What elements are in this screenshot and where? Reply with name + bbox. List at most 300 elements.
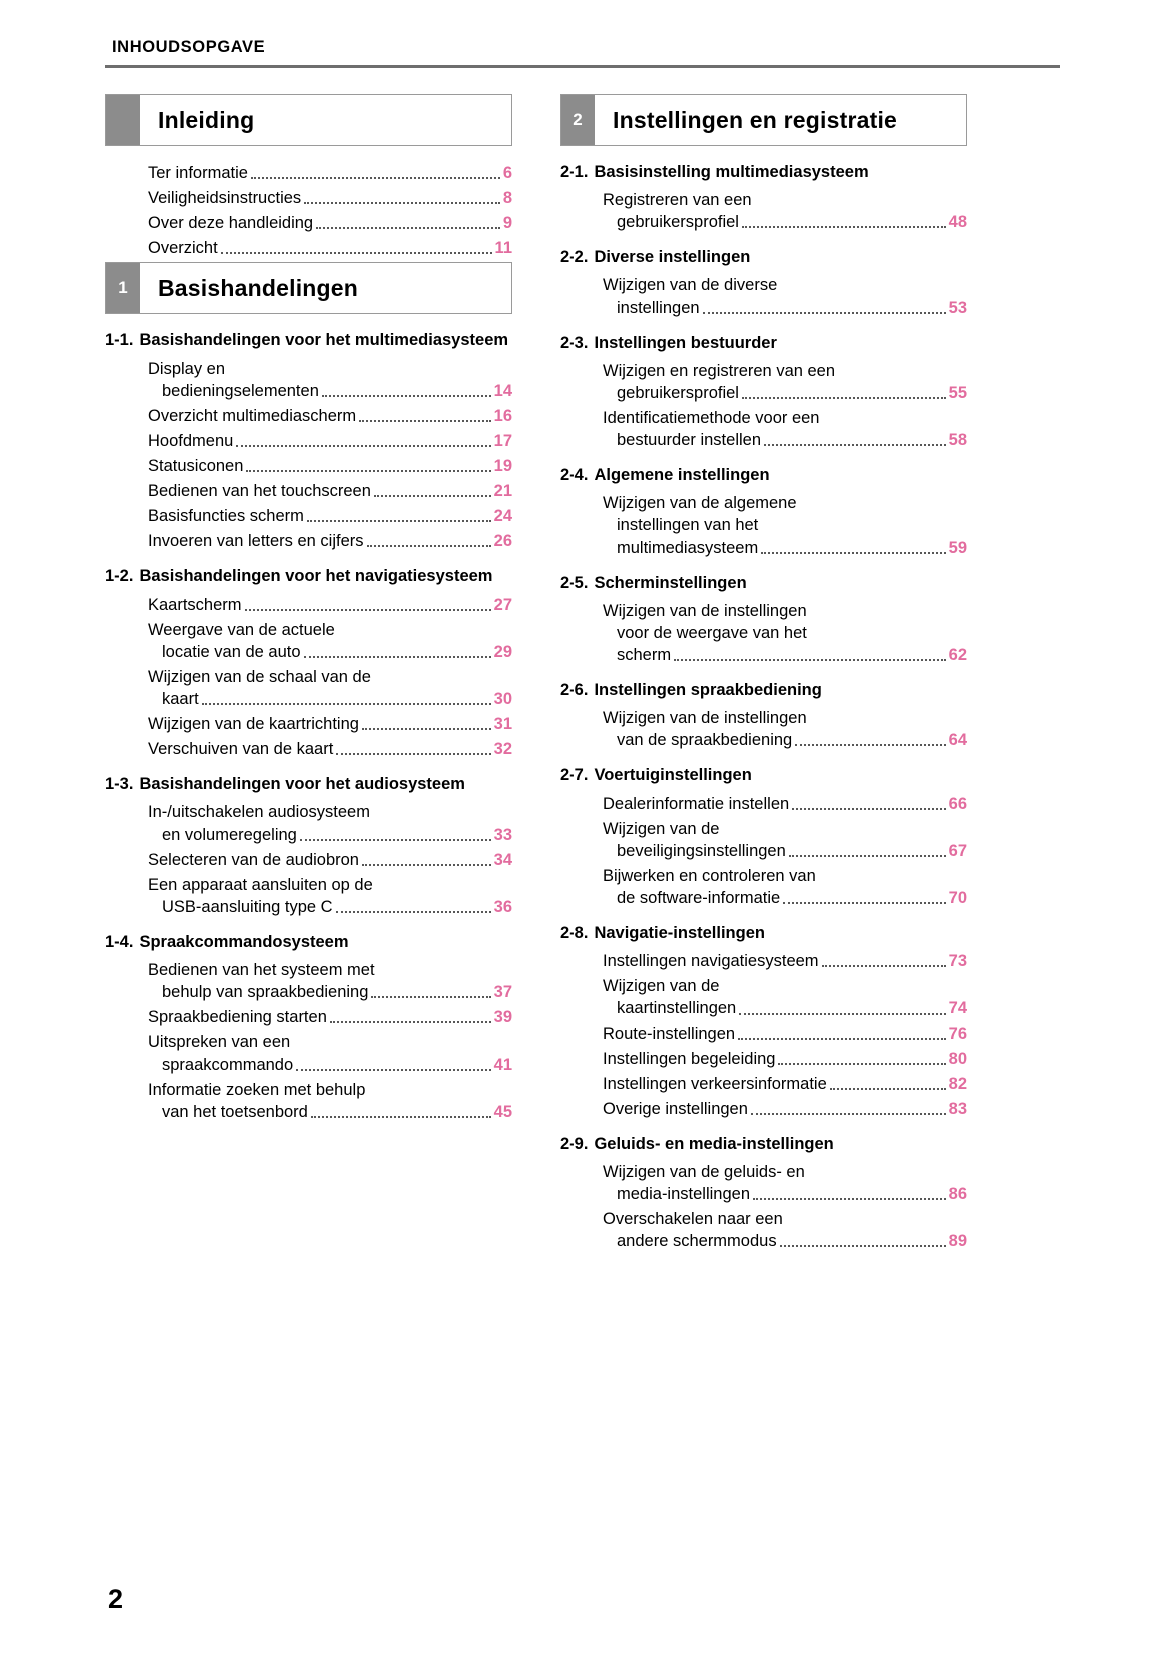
leader-dots	[780, 1245, 946, 1247]
toc-section-heading	[560, 765, 967, 786]
toc-entry-multiline	[148, 801, 512, 845]
toc-section-title: Scherminstellingen	[594, 573, 747, 592]
toc-entry-page[interactable]: 64	[948, 731, 967, 750]
toc-entry-multiline	[148, 959, 512, 1003]
toc-entry-label: Overzicht multimediascherm	[148, 406, 357, 425]
toc-entry-label: Wijzigen van de instellingen	[603, 709, 807, 728]
leader-dots	[751, 1113, 946, 1115]
toc-entry-page[interactable]: 32	[493, 740, 512, 759]
leader-dots	[795, 744, 945, 746]
toc-entry[interactable]	[148, 530, 512, 552]
toc-section-entries	[560, 274, 967, 318]
toc-entry[interactable]	[148, 187, 512, 209]
toc-entry-label: Instellingen begeleiding	[603, 1049, 776, 1068]
toc-entry-label: Instellingen navigatiesysteem	[603, 952, 819, 971]
toc-section-title: Diverse instellingen	[594, 248, 751, 267]
toc-entry[interactable]	[148, 619, 512, 663]
toc-entry-label: In-/uitschakelen audiosysteem	[148, 803, 370, 822]
toc-entry-page[interactable]: 53	[948, 298, 967, 317]
toc-entry-page[interactable]: 58	[948, 431, 967, 450]
toc-entry-page[interactable]: 27	[493, 595, 512, 614]
toc-entry-multiline	[148, 1079, 512, 1123]
toc-entry-line	[148, 981, 512, 1003]
toc-entry-page[interactable]: 34	[493, 850, 512, 869]
toc-entry-line	[603, 600, 967, 622]
toc-entry[interactable]	[148, 480, 512, 502]
toc-entry-label: Statusiconen	[148, 456, 244, 475]
toc-entry-page[interactable]: 73	[948, 952, 967, 971]
toc-entry-line	[603, 274, 967, 296]
toc-entry-page[interactable]: 55	[948, 383, 967, 402]
toc-entry[interactable]	[148, 1079, 512, 1123]
toc-section-entries	[560, 707, 967, 751]
toc-right-column	[560, 94, 967, 1255]
toc-entry-label: Bijwerken en controleren van	[603, 866, 816, 885]
toc-entry[interactable]	[603, 274, 967, 318]
leader-dots	[367, 545, 491, 547]
toc-entry-line	[603, 382, 967, 404]
toc-section-entries	[105, 801, 512, 918]
folio-page-number: 2	[108, 1584, 124, 1614]
toc-entry-page[interactable]: 26	[493, 532, 512, 551]
toc-entry-page[interactable]: 9	[502, 214, 512, 233]
toc-entry-label: Verschuiven van de kaart	[148, 740, 334, 759]
toc-entry-multiline	[603, 600, 967, 666]
toc-entry-label: Wijzigen en registreren van een	[603, 361, 836, 380]
toc-entry-label: Overzicht	[148, 239, 218, 258]
toc-entry-page[interactable]: 67	[948, 841, 967, 860]
toc-entry-label: Wijzigen van de	[603, 819, 720, 838]
leader-dots	[792, 808, 945, 810]
leader-dots	[296, 1069, 490, 1071]
toc-entry-label: de software-informatie	[617, 888, 781, 907]
toc-entry-page[interactable]: 80	[948, 1049, 967, 1068]
toc-entry[interactable]	[603, 189, 967, 233]
toc-entry-page[interactable]: 82	[948, 1074, 967, 1093]
toc-entry-line	[603, 707, 967, 729]
toc-entry[interactable]	[603, 1098, 967, 1120]
toc-entry[interactable]	[148, 505, 512, 527]
toc-entry-label: Selecteren van de audiobron	[148, 850, 359, 869]
toc-entry-line	[148, 1054, 512, 1076]
toc-entry-multiline	[603, 407, 967, 451]
leader-dots	[251, 177, 500, 179]
toc-entry-label: Invoeren van letters en cijfers	[148, 532, 364, 551]
toc-entry-label: Wijzigen van de algemene	[603, 494, 797, 513]
toc-entry[interactable]	[148, 455, 512, 477]
leader-dots	[764, 444, 946, 446]
toc-entry-multiline	[603, 707, 967, 751]
toc-entry-page[interactable]: 31	[493, 715, 512, 734]
toc-section-title: Instellingen spraakbediening	[594, 681, 822, 700]
toc-entry-label: Overige instellingen	[603, 1099, 748, 1118]
leader-dots	[362, 728, 491, 730]
toc-entry-page[interactable]: 8	[502, 189, 512, 208]
leader-dots	[221, 252, 492, 254]
toc-entry[interactable]	[148, 713, 512, 735]
toc-entry-page[interactable]: 37	[493, 983, 512, 1002]
toc-entry-label: Instellingen verkeersinformatie	[603, 1074, 827, 1093]
toc-entry-line	[148, 688, 512, 710]
leader-dots	[316, 227, 500, 229]
toc-entry[interactable]	[148, 874, 512, 918]
toc-entry-page[interactable]: 74	[948, 999, 967, 1018]
toc-entry[interactable]	[603, 492, 967, 558]
toc-chapter-heading[interactable]	[560, 94, 967, 146]
toc-entry-page[interactable]: 76	[948, 1024, 967, 1043]
toc-entry-page[interactable]: 48	[948, 213, 967, 232]
toc-entry-label: Display en	[148, 359, 226, 378]
leader-dots	[789, 855, 946, 857]
leader-dots	[336, 753, 490, 755]
toc-entry-label: Uitspreken van een	[148, 1033, 291, 1052]
leader-dots	[742, 397, 946, 399]
toc-entry-page[interactable]: 30	[493, 689, 512, 708]
toc-section-number: 1-3.	[105, 775, 134, 794]
toc-entry-page[interactable]: 83	[948, 1099, 967, 1118]
toc-entry-line	[148, 1079, 512, 1101]
toc-section-number: 2-3.	[560, 333, 589, 352]
toc-entry[interactable]	[603, 1208, 967, 1252]
toc-section-title: Basishandelingen voor het navigatiesysteem	[139, 567, 493, 586]
toc-entry-label: Overschakelen naar een	[603, 1210, 783, 1229]
toc-entry-label: locatie van de auto	[162, 642, 301, 661]
toc-entry[interactable]	[603, 407, 967, 451]
toc-entry-line	[148, 358, 512, 380]
toc-entry-label: van het toetsenbord	[162, 1102, 308, 1121]
toc-entry-page[interactable]: 11	[494, 239, 512, 258]
toc-entry-line	[603, 865, 967, 887]
toc-entry[interactable]	[148, 430, 512, 452]
toc-section-entries	[105, 959, 512, 1123]
toc-entry-page[interactable]: 33	[493, 825, 512, 844]
toc-section-title: Basishandelingen voor het audiosysteem	[139, 775, 465, 794]
toc-entry-line	[603, 429, 967, 451]
toc-entry-line	[603, 818, 967, 840]
toc-section-title: Voertuiginstellingen	[594, 766, 752, 785]
toc-entry-label: multimediasysteem	[617, 538, 759, 557]
toc-section-heading	[560, 680, 967, 701]
toc-entry[interactable]	[603, 1023, 967, 1045]
toc-entry-page[interactable]: 21	[493, 482, 512, 501]
leader-dots	[738, 1038, 946, 1040]
toc-entry-line	[603, 622, 967, 644]
toc-entry-line	[148, 1101, 512, 1123]
toc-entry[interactable]	[603, 1161, 967, 1205]
toc-section-number: 2-2.	[560, 248, 589, 267]
toc-section-number: 2-8.	[560, 924, 589, 943]
toc-entry-multiline	[603, 1161, 967, 1205]
toc-section-number: 2-7.	[560, 766, 589, 785]
toc-entry-page[interactable]: 29	[493, 642, 512, 661]
toc-entry[interactable]	[148, 849, 512, 871]
toc-entry-line	[603, 1208, 967, 1230]
toc-entry-multiline	[603, 360, 967, 404]
toc-section-heading	[560, 162, 967, 183]
leader-dots	[783, 902, 945, 904]
toc-entry[interactable]	[148, 212, 512, 234]
toc-section-number: 2-4.	[560, 466, 589, 485]
toc-section-entries	[560, 492, 967, 558]
toc-entry-label: Wijzigen van de diverse	[603, 276, 778, 295]
toc-entry-label: voor de weergave van het	[617, 623, 807, 642]
toc-entry-line	[603, 1183, 967, 1205]
toc-section-heading	[560, 247, 967, 268]
toc-entry[interactable]	[603, 950, 967, 972]
toc-entry-multiline	[148, 874, 512, 918]
leader-dots	[830, 1088, 946, 1090]
toc-entry-page[interactable]: 41	[493, 1055, 512, 1074]
toc-entry-line	[603, 297, 967, 319]
toc-entry-multiline	[148, 619, 512, 663]
header-divider	[105, 65, 1060, 68]
leader-dots	[753, 1198, 946, 1200]
toc-entry-page[interactable]: 16	[493, 406, 512, 425]
toc-entry[interactable]	[148, 666, 512, 710]
toc-entry-multiline	[603, 865, 967, 909]
toc-left-column	[105, 94, 512, 1126]
toc-section-title: Algemene instellingen	[594, 466, 770, 485]
toc-entry-page[interactable]: 62	[948, 645, 967, 664]
toc-entry[interactable]	[148, 801, 512, 845]
toc-section-title: Geluids- en media-instellingen	[594, 1134, 834, 1153]
leader-dots	[822, 965, 946, 967]
toc-entry-label: Route-instellingen	[603, 1024, 736, 1043]
toc-entry-label: media-instellingen	[617, 1185, 750, 1204]
leader-dots	[322, 395, 491, 397]
toc-entry-label: bedieningselementen	[162, 381, 319, 400]
toc-entry-line	[148, 619, 512, 641]
toc-entry-label: Wijzigen van de kaartrichting	[148, 715, 359, 734]
toc-entry[interactable]	[603, 865, 967, 909]
toc-entry-label: instellingen van het	[617, 516, 759, 535]
toc-entry[interactable]	[603, 975, 967, 1019]
toc-entry-line	[148, 380, 512, 402]
toc-entry-label: Een apparaat aansluiten op de	[148, 875, 373, 894]
toc-chapter-title: Instellingen en registratie	[613, 106, 898, 133]
toc-entry-label: en volumeregeling	[162, 825, 297, 844]
toc-entry-label: gebruikersprofiel	[617, 213, 739, 232]
leader-dots	[330, 1021, 491, 1023]
toc-entry[interactable]	[148, 237, 512, 259]
leader-dots	[362, 864, 491, 866]
toc-entry[interactable]	[603, 600, 967, 666]
toc-entry-label: Wijzigen van de instellingen	[603, 601, 807, 620]
toc-chapter-heading[interactable]	[105, 262, 512, 314]
toc-chapter-number: 1	[106, 263, 140, 313]
toc-entry-line	[603, 840, 967, 862]
toc-section-number: 1-4.	[105, 932, 134, 951]
leader-dots	[778, 1063, 945, 1065]
toc-entry-label: beveiligingsinstellingen	[617, 841, 786, 860]
leader-dots	[202, 703, 491, 705]
toc-entry[interactable]	[148, 594, 512, 616]
toc-entry-multiline	[603, 274, 967, 318]
toc-entry-label: spraakcommando	[162, 1055, 294, 1074]
toc-section-entries	[560, 950, 967, 1120]
leader-dots	[703, 312, 946, 314]
toc-section-heading	[560, 465, 967, 486]
toc-entry-line	[603, 360, 967, 382]
toc-section-title: Basishandelingen voor het multimediasysteem	[139, 331, 509, 350]
toc-columns	[105, 94, 1060, 1255]
toc-entry-label: Bedienen van het systeem met	[148, 961, 375, 980]
toc-entry-label: Bedienen van het touchscreen	[148, 482, 371, 501]
toc-entry-label: Identificatiemethode voor een	[603, 408, 820, 427]
toc-entry-label: andere schermmodus	[617, 1232, 777, 1251]
toc-section-title: Spraakcommandosysteem	[139, 932, 349, 951]
toc-section-number: 1-1.	[105, 331, 134, 350]
toc-entry-line	[603, 211, 967, 233]
toc-section-heading	[105, 774, 512, 795]
toc-entry-label: van de spraakbediening	[617, 731, 793, 750]
toc-entry[interactable]	[148, 405, 512, 427]
toc-section-entries	[105, 358, 512, 553]
toc-entry[interactable]	[148, 738, 512, 760]
toc-entry-line	[603, 887, 967, 909]
toc-section-number: 1-2.	[105, 567, 134, 586]
toc-entry-label: Basisfuncties scherm	[148, 507, 304, 526]
toc-entry-line	[603, 997, 967, 1019]
toc-entry-line	[603, 189, 967, 211]
toc-section-entries	[560, 189, 967, 233]
toc-entry-label: Registreren van een	[603, 191, 752, 210]
toc-entry-multiline	[603, 975, 967, 1019]
toc-section-heading	[560, 923, 967, 944]
toc-entry-label: Informatie zoeken met behulp	[148, 1080, 366, 1099]
leader-dots	[336, 911, 491, 913]
toc-entry-line	[148, 1031, 512, 1053]
toc-entry-line	[603, 514, 967, 536]
toc-entry-multiline	[603, 818, 967, 862]
toc-entry-label: Spraakbediening starten	[148, 1008, 327, 1027]
toc-entry-page[interactable]: 39	[493, 1008, 512, 1027]
toc-entry-line	[148, 824, 512, 846]
toc-entry[interactable]	[148, 1006, 512, 1028]
leader-dots	[311, 1116, 491, 1118]
toc-section-heading	[105, 566, 512, 587]
toc-section-number: 2-5.	[560, 573, 589, 592]
leader-dots	[307, 520, 491, 522]
toc-section-entries	[560, 1161, 967, 1252]
toc-entry-page[interactable]: 59	[948, 538, 967, 557]
toc-entry-label: Wijzigen van de geluids- en	[603, 1163, 805, 1182]
toc-chapter-number	[106, 95, 140, 145]
toc-entry-multiline	[148, 358, 512, 402]
toc-entry[interactable]	[148, 358, 512, 402]
leader-dots	[739, 1013, 945, 1015]
toc-entry-line	[603, 1161, 967, 1183]
toc-entry-label: bestuurder instellen	[617, 431, 762, 450]
toc-entry-page[interactable]: 6	[502, 164, 512, 182]
toc-entry-page[interactable]: 36	[493, 897, 512, 916]
toc-section-entries	[560, 360, 967, 451]
toc-entry-label: Dealerinformatie instellen	[603, 794, 790, 813]
toc-section-heading	[105, 330, 512, 351]
toc-section-heading	[105, 932, 512, 953]
toc-entry-multiline	[148, 666, 512, 710]
toc-entry-label: Veiligheidsinstructies	[148, 189, 302, 208]
toc-entry-line	[148, 801, 512, 823]
toc-entry-page[interactable]: 45	[493, 1102, 512, 1121]
toc-entry-page[interactable]: 14	[493, 381, 512, 400]
leader-dots	[246, 470, 490, 472]
toc-section-number: 2-1.	[560, 163, 589, 181]
toc-entry[interactable]	[603, 360, 967, 404]
toc-entry-label: kaartinstellingen	[617, 999, 737, 1018]
toc-entry-multiline	[148, 1031, 512, 1075]
leader-dots	[236, 445, 490, 447]
leader-dots	[674, 659, 946, 661]
leader-dots	[359, 420, 491, 422]
toc-chapter-entries	[105, 162, 512, 259]
toc-chapter-title: Inleiding	[158, 106, 255, 133]
toc-entry[interactable]	[603, 707, 967, 751]
toc-section-entries	[560, 793, 967, 910]
toc-section-entries	[105, 594, 512, 761]
toc-entry-page[interactable]: 66	[948, 794, 967, 813]
page-title: INHOUDSOPGAVE	[112, 38, 266, 56]
toc-chapter-title: Basishandelingen	[158, 274, 359, 301]
leader-dots	[304, 202, 500, 204]
toc-section-title: Instellingen bestuurder	[594, 333, 777, 352]
leader-dots	[742, 226, 946, 228]
toc-entry-line	[148, 641, 512, 663]
toc-entry-line	[603, 729, 967, 751]
toc-entry-line	[148, 959, 512, 981]
toc-entry-line	[603, 492, 967, 514]
leader-dots	[304, 656, 491, 658]
leader-dots	[761, 552, 945, 554]
toc-entry[interactable]	[603, 1048, 967, 1070]
leader-dots	[300, 839, 491, 841]
toc-entry[interactable]	[148, 1031, 512, 1075]
toc-entry[interactable]	[603, 793, 967, 815]
toc-chapter-number: 2	[561, 95, 595, 145]
toc-entry-multiline	[603, 1208, 967, 1252]
toc-section-entries	[560, 600, 967, 666]
toc-entry-label: Ter informatie	[148, 164, 248, 182]
toc-entry[interactable]	[603, 1073, 967, 1095]
toc-entry-page[interactable]: 86	[948, 1185, 967, 1204]
toc-entry-line	[603, 407, 967, 429]
toc-entry-label: Kaartscherm	[148, 595, 242, 614]
toc-entry-label: Wijzigen van de	[603, 977, 720, 996]
toc-entry-label: Over deze handleiding	[148, 214, 314, 233]
toc-entry-multiline	[603, 492, 967, 558]
toc-entry-label: USB-aansluiting type C	[162, 897, 333, 916]
toc-entry[interactable]	[148, 959, 512, 1003]
toc-entry-line	[603, 644, 967, 666]
toc-entry-page[interactable]: 70	[948, 888, 967, 907]
toc-entry-label: behulp van spraakbediening	[162, 983, 369, 1002]
toc-entry[interactable]	[603, 818, 967, 862]
toc-entry-line	[603, 537, 967, 559]
toc-section-heading	[560, 333, 967, 354]
toc-entry-page[interactable]: 24	[493, 507, 512, 526]
toc-section-title: Basisinstelling multimediasysteem	[594, 163, 869, 181]
toc-section-number: 2-9.	[560, 1134, 589, 1153]
toc-entry-page[interactable]: 17	[493, 431, 512, 450]
toc-entry-line	[148, 666, 512, 688]
toc-entry-label: Weergave van de actuele	[148, 620, 335, 639]
toc-entry[interactable]	[148, 162, 512, 184]
toc-entry-page[interactable]: 89	[948, 1232, 967, 1251]
toc-chapter-heading[interactable]	[105, 94, 512, 146]
toc-entry-label: scherm	[617, 645, 672, 664]
toc-entry-page[interactable]: 19	[493, 456, 512, 475]
toc-entry-label: instellingen	[617, 298, 700, 317]
